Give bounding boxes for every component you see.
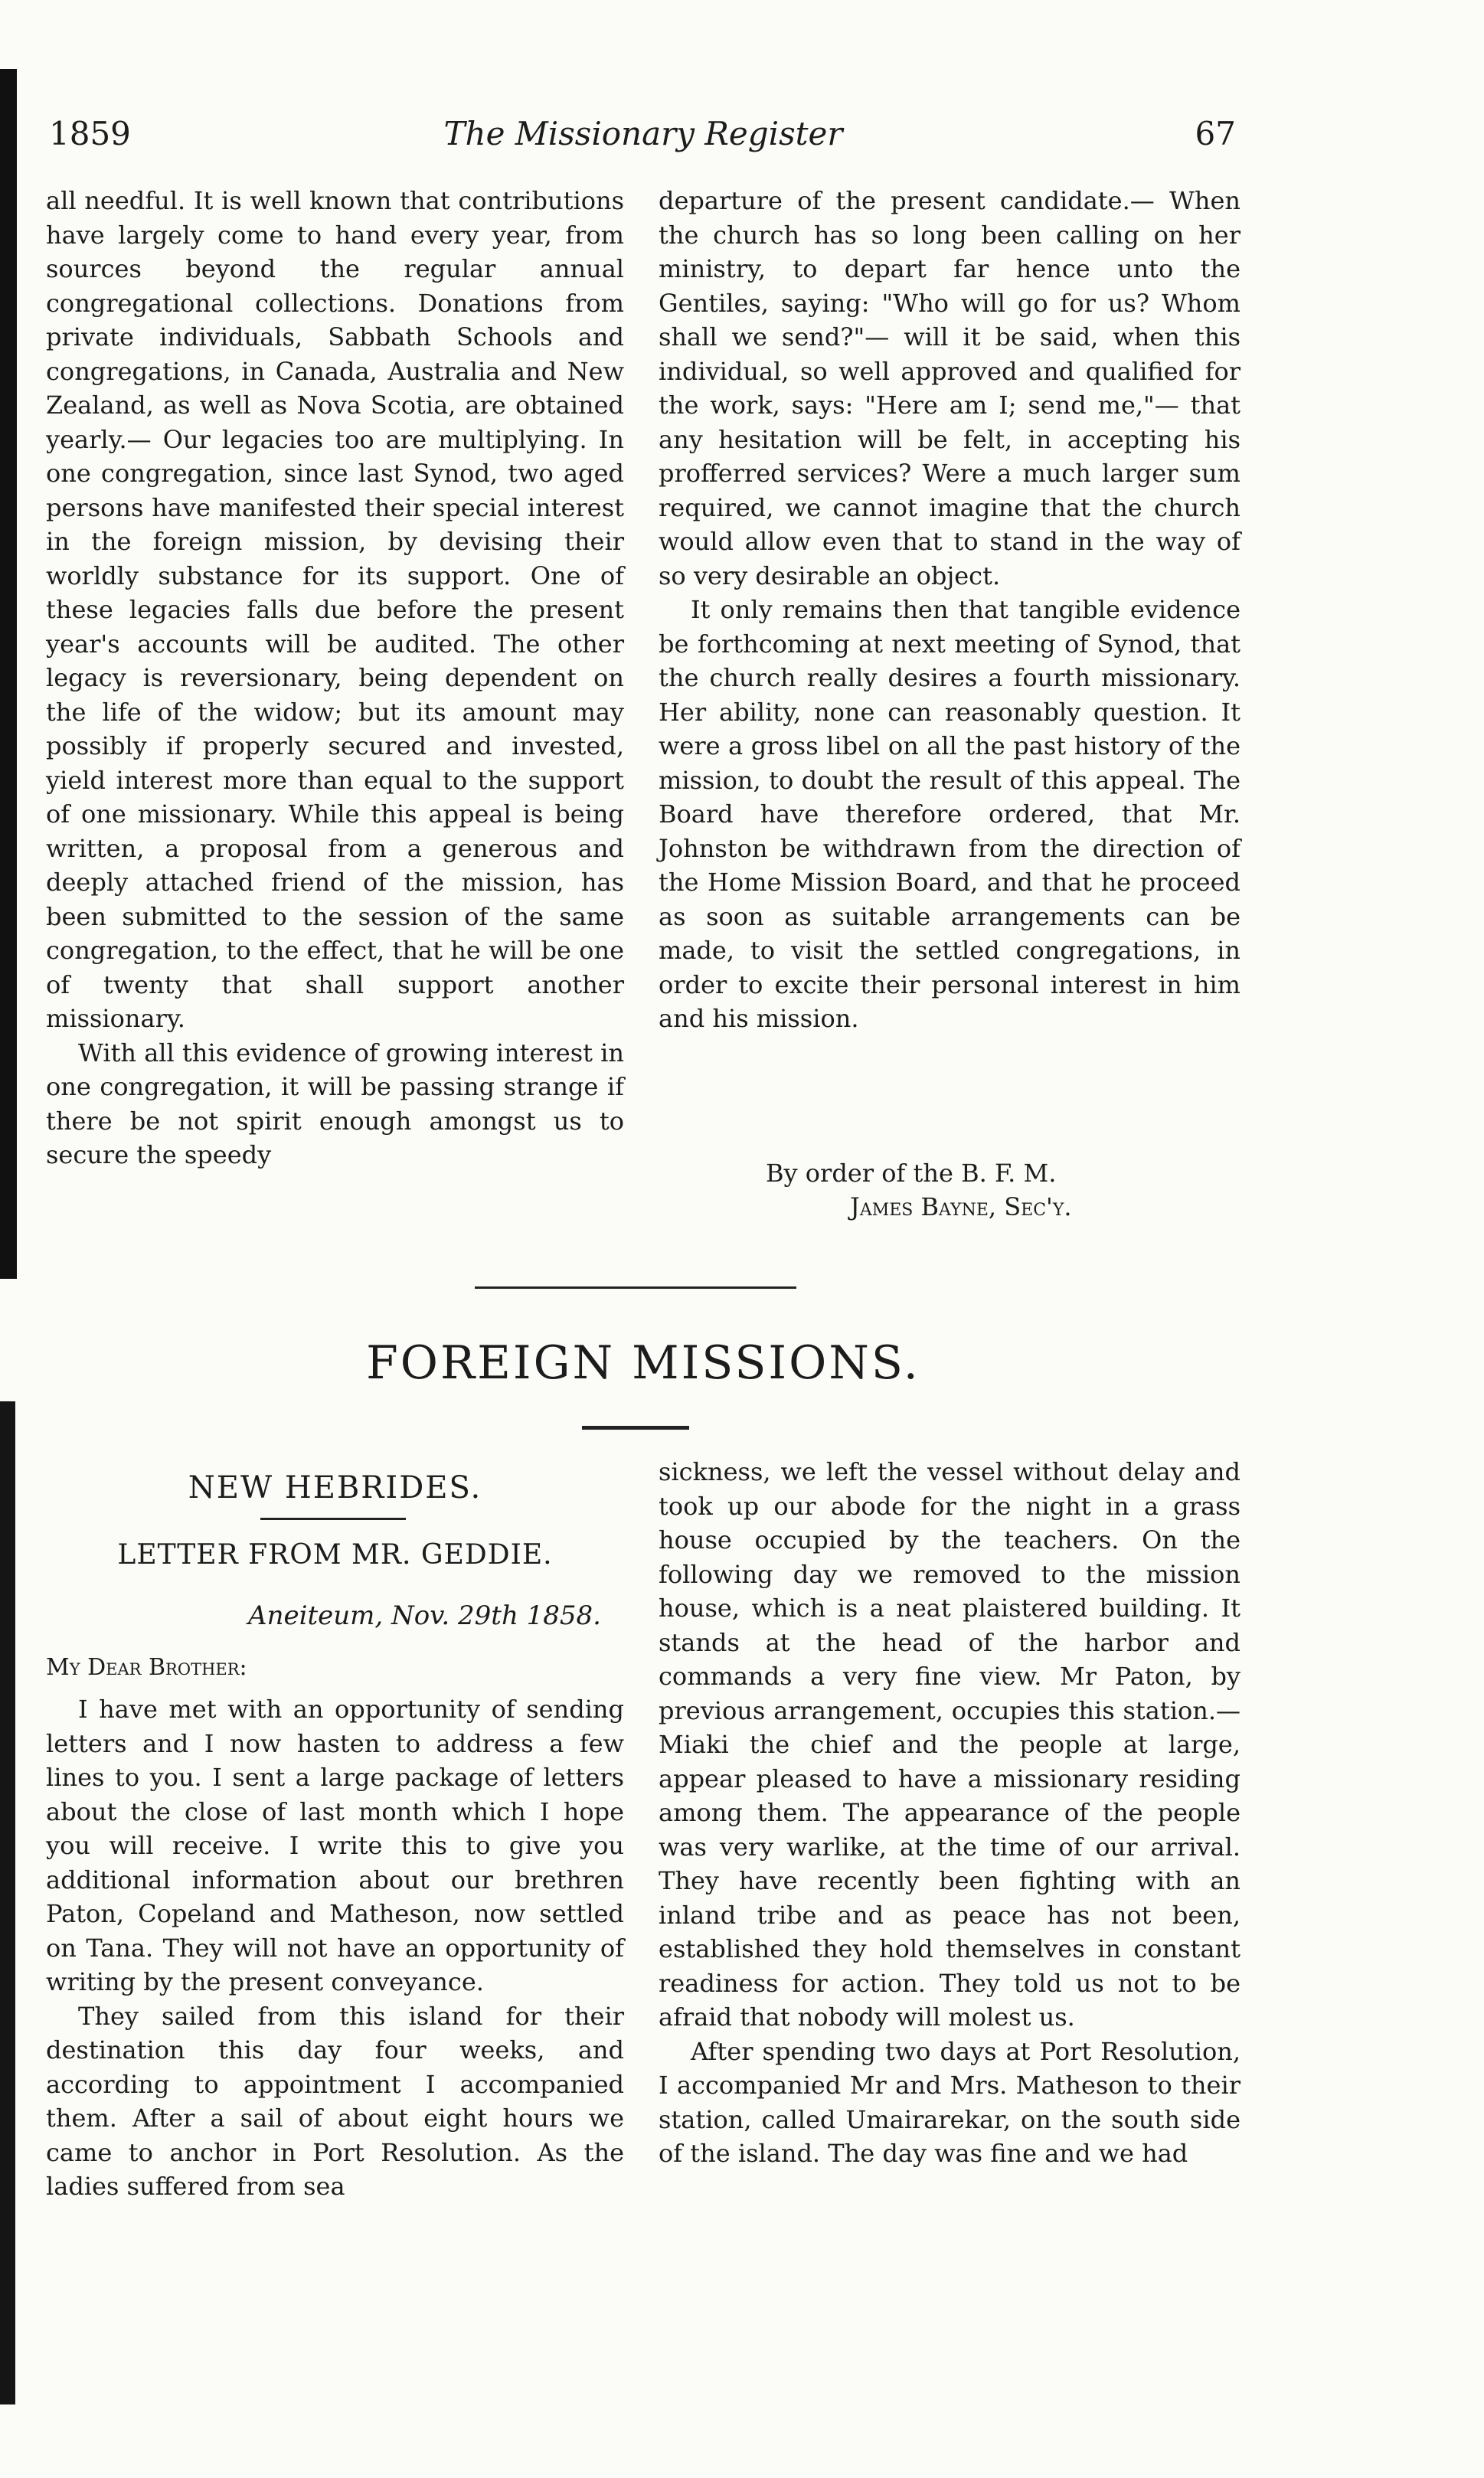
salutation: My Dear Brother: — [46, 1654, 247, 1681]
paragraph: I have met with an opportunity of sending letters and I now hasten to address a few lines to you. I sent a large package of letters about the close of last month which I hope you will receive. I write this to give you additional information about our brethren Paton, Copeland and Matheson, now settled on Tana. They will not have an opportunity of writing by the present conveyance. — [46, 1695, 624, 1996]
binding-shadow-lower — [0, 1401, 15, 2404]
page — [46, 0, 1240, 2478]
section-divider — [475, 1286, 796, 1289]
paragraph: all needful. It is well known that contributions have largely come to hand every year, from sources beyond the regular annual congregational collections. Donations from private individuals, Sabbath Schools and congregations, in Canada, Australia and New Zealand, as well as Nova Scotia, are obtained yearly.— Our legacies too are multiplying. In one congregation, since last Synod, two aged persons have manifested their special interest in the foreign mission, by devising their worldly substance for its support. One of these legacies falls due before the present year's accounts will be audited. The other legacy is reversionary, being dependent on the life of the widow; but its amount may possibly if properly secured and invested, yield interest more than equal to the support of one missionary. While this appeal is being written, a proposal from a generous and deeply attached friend of the mission, has been submitted to the session of the same congregation, to the effect, that he will be one of twenty that shall support another missionary. — [46, 186, 624, 1033]
running-head — [46, 115, 1240, 161]
signature-order: By order of the B. F. M. — [766, 1159, 1057, 1188]
section-title: FOREIGN MISSIONS. — [366, 1336, 920, 1390]
paragraph: With all this evidence of growing interest in one congregation, it will be passing strange if there be not spirit enough amongst us to secure the speedy — [46, 1038, 624, 1169]
top-left-column — [46, 184, 624, 1172]
paragraph: They sailed from this island for their destination this day four weeks, and according to appointment I accompanied them. After a sail of about eight hours we came to anchor in Port Resolution. As the ladies suffered from sea — [46, 2001, 624, 2201]
subheading-divider — [260, 1518, 406, 1520]
title-underline — [582, 1426, 689, 1430]
binding-shadow — [0, 69, 17, 1279]
paragraph: departure of the present candidate.— When the church has so long been calling on her ministry, to depart far hence unto the Gentiles, saying: "Who will go for us? Whom shall we send?"— will it be said, when this individual, so well approved and qualified for the work, says: "Here am I; send me,"— that any hesitation will be felt, in accepting his profferred services? Were a much larger sum required, we cannot imagine that the church would allow even that to stand in the way of so very desirable an object. — [659, 186, 1240, 590]
header-year: 1859 — [49, 115, 131, 152]
letter-heading: LETTER FROM MR. GEDDIE. — [117, 1539, 553, 1571]
dateline: Aneiteum, Nov. 29th 1858. — [248, 1600, 601, 1631]
publication-title: The Missionary Register — [443, 115, 843, 152]
page-number: 67 — [1195, 115, 1236, 152]
letter-left-column — [46, 1692, 624, 2204]
signature-name: James Bayne, Sec'y. — [850, 1192, 1072, 1221]
paragraph: sickness, we left the vessel without delay and took up our abode for the night in a grass house occupied by the teachers. On the following day we removed to the mission house, which is a neat plaistered building. It stands at the head of the harbor and commands a very fine view. Mr Paton, by previous arrangement, occupies this station.— Miaki the chief and the people at large, appear pleased to have a missionary residing among them. The appearance of the people was very warlike, at the time of our arrival. They have recently been fighting with an inland tribe and as peace has not been, established they hold themselves in constant readiness for action. They told us not to be afraid that nobody will molest us. — [659, 1457, 1240, 2032]
signature-block — [659, 1156, 1240, 1224]
paragraph: It only remains then that tangible evidence be forthcoming at next meeting of Synod, that the church really desires a fourth missionary. Her ability, none can reasonably question. It were a gross libel on all the past history of the mission, to doubt the result of this appeal. The Board have therefore ordered, that Mr. Johnston be withdrawn from the direction of the Home Mission Board, and that he proceed as soon as suitable arrangements can be made, to visit the settled congregations, in order to excite their personal interest in him and his mission. — [659, 595, 1240, 1033]
subheading: NEW HEBRIDES. — [188, 1470, 482, 1505]
top-right-column — [659, 184, 1240, 1036]
paragraph: After spending two days at Port Resolution, I accompanied Mr and Mrs. Matheson to their station, called Umairarekar, on the south side of the island. The day was fine and we had — [659, 2036, 1240, 2168]
letter-right-column — [659, 1455, 1240, 2171]
